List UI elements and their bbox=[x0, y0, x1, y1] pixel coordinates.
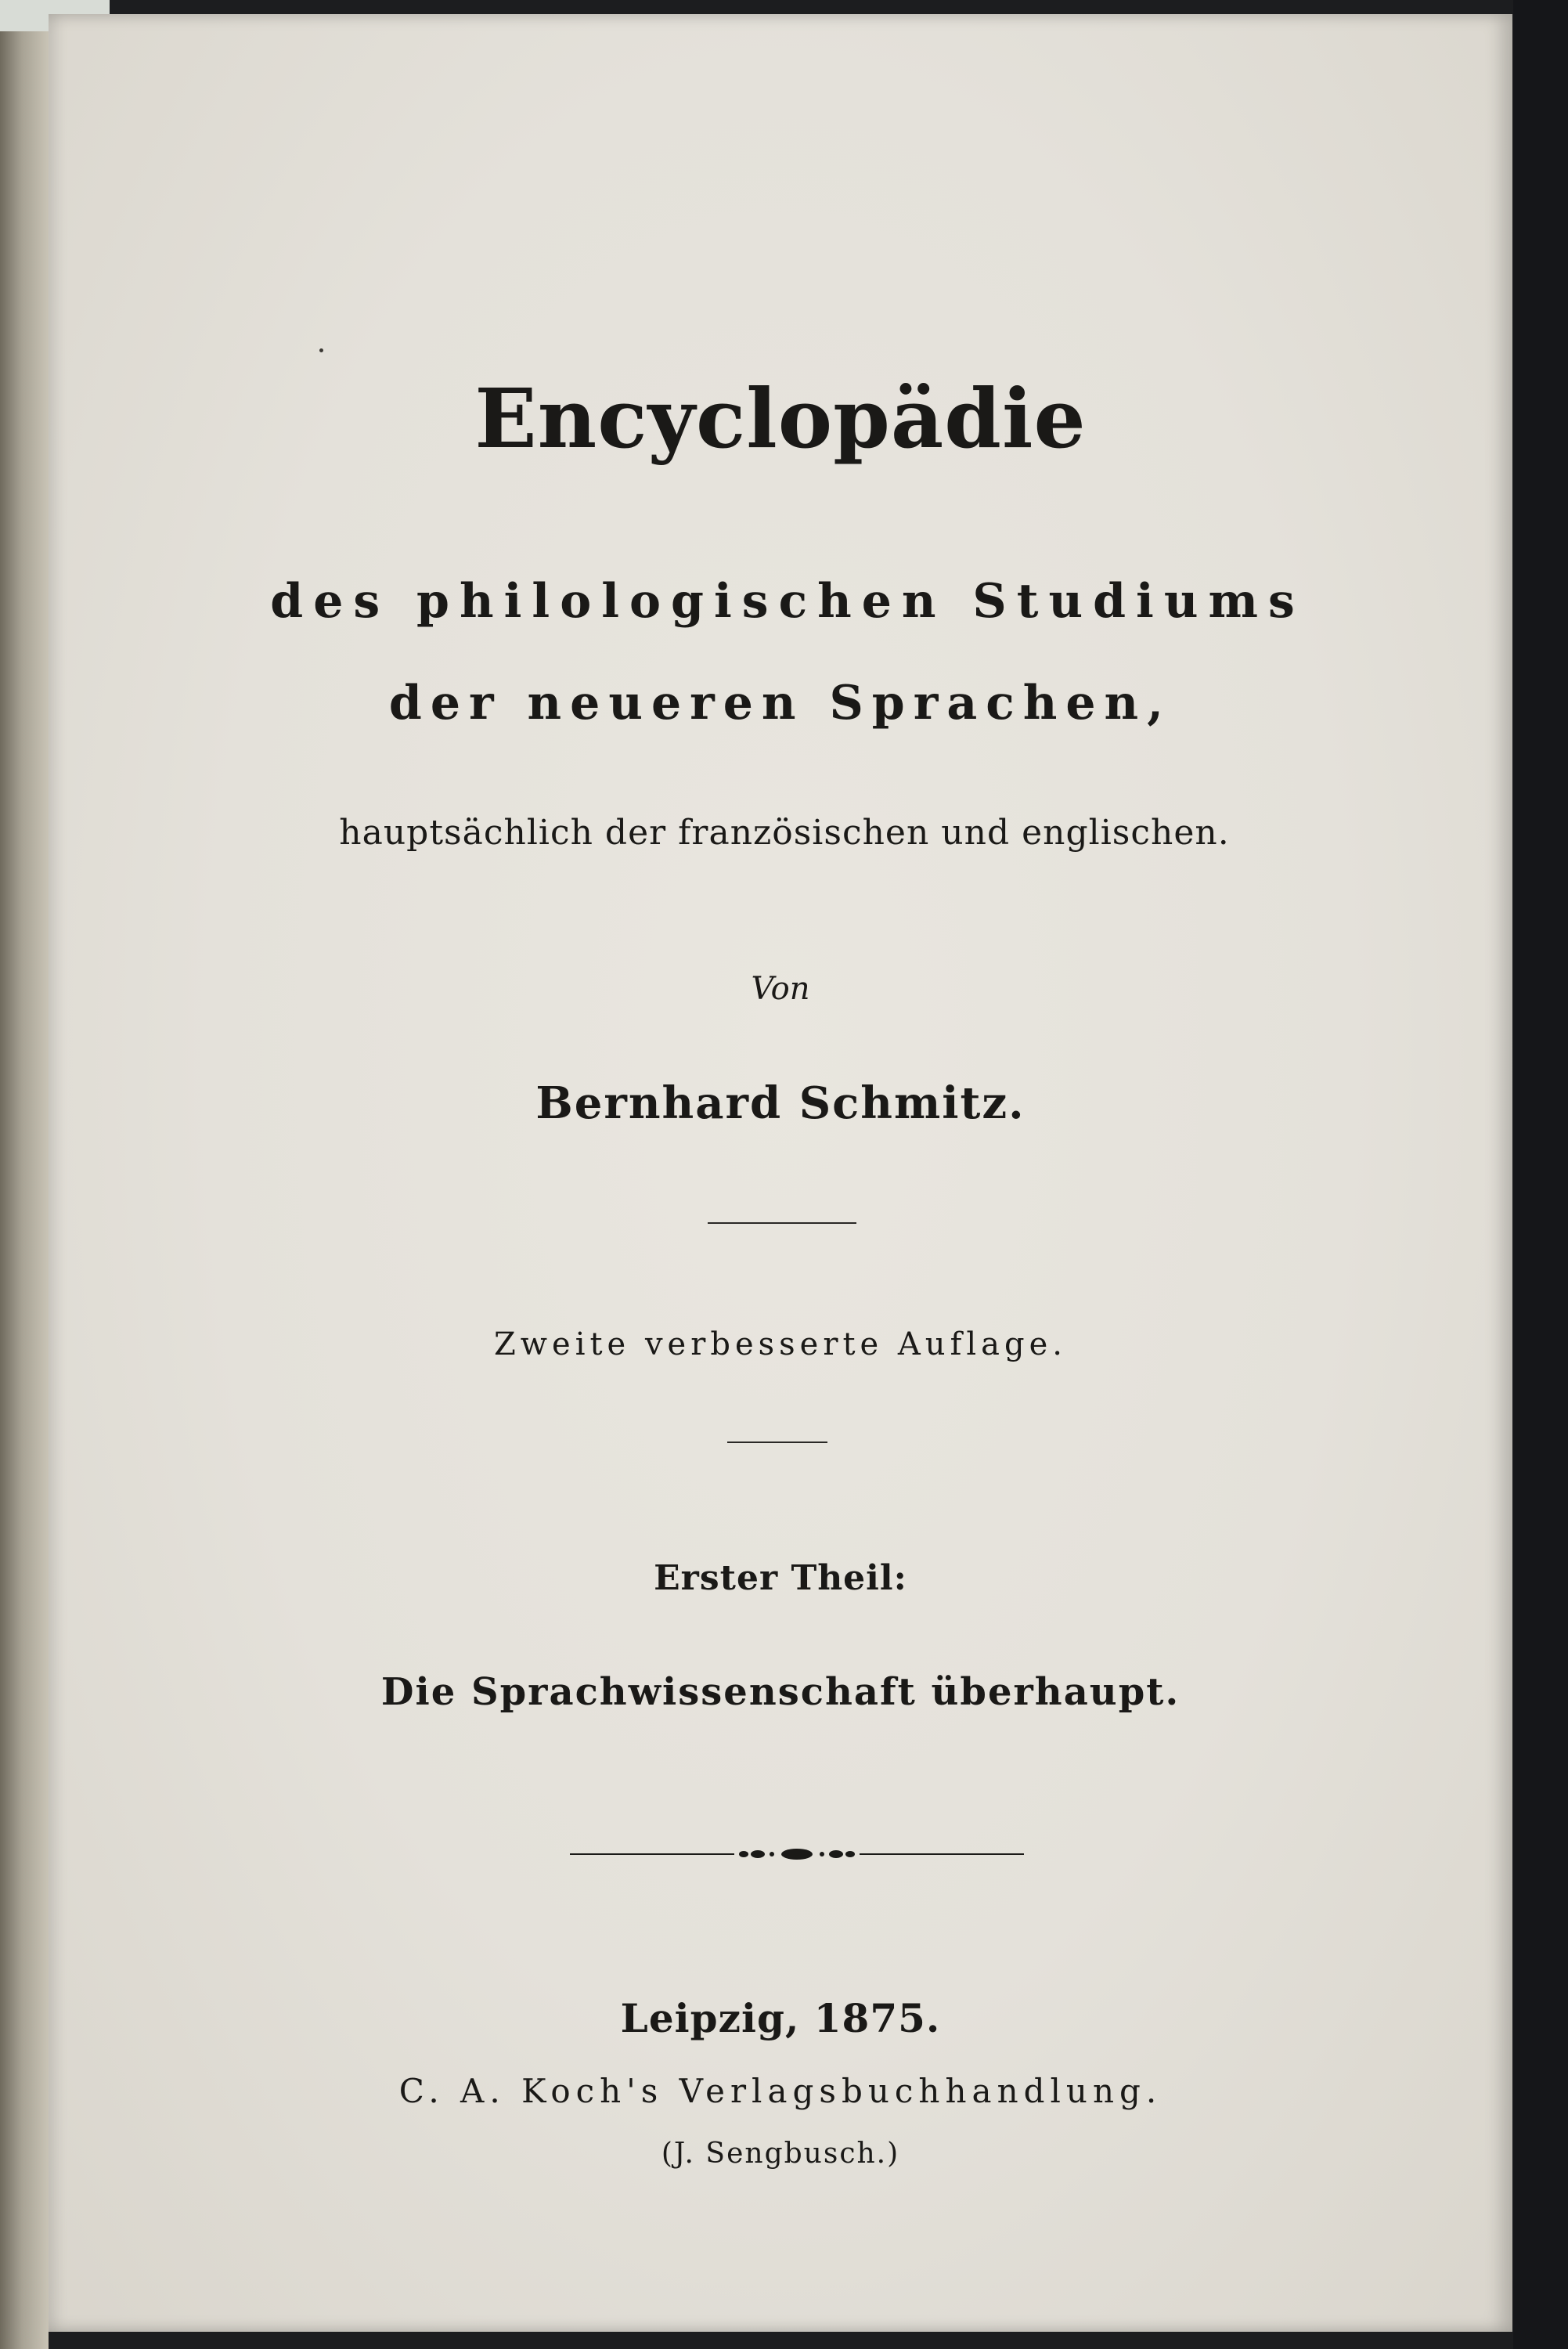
divider-rule bbox=[727, 1442, 827, 1443]
part-label: Erster Theil: bbox=[654, 1558, 907, 1598]
subtitle-line-3: hauptsächlich der französischen und englischen. bbox=[339, 813, 1230, 853]
imprint-place-year: Leipzig, 1875. bbox=[620, 1995, 941, 2041]
author-name: Bernhard Schmitz. bbox=[535, 1077, 1026, 1129]
by-label: Von bbox=[751, 971, 810, 1007]
imprint-publisher-note: (J. Sengbusch.) bbox=[661, 2138, 900, 2170]
book-cover-edge bbox=[1513, 0, 1568, 2349]
paper-speck bbox=[319, 348, 323, 352]
book-title: Encyclopädie bbox=[474, 370, 1087, 467]
ornamental-rule-icon bbox=[570, 1842, 1024, 1866]
title-page bbox=[49, 14, 1512, 2332]
divider-rule bbox=[708, 1222, 856, 1224]
edition-statement: Zweite verbesserte Auflage. bbox=[493, 1326, 1068, 1362]
part-title: Die Sprachwissenschaft überhaupt. bbox=[380, 1670, 1181, 1714]
imprint-publisher: C. A. Koch's Verlagsbuchhandlung. bbox=[398, 2072, 1162, 2110]
previous-page-edge bbox=[0, 0, 49, 2349]
subtitle-line-1: des philologischen Studiums bbox=[270, 574, 1305, 629]
subtitle-line-2: der neueren Sprachen, bbox=[388, 676, 1173, 731]
